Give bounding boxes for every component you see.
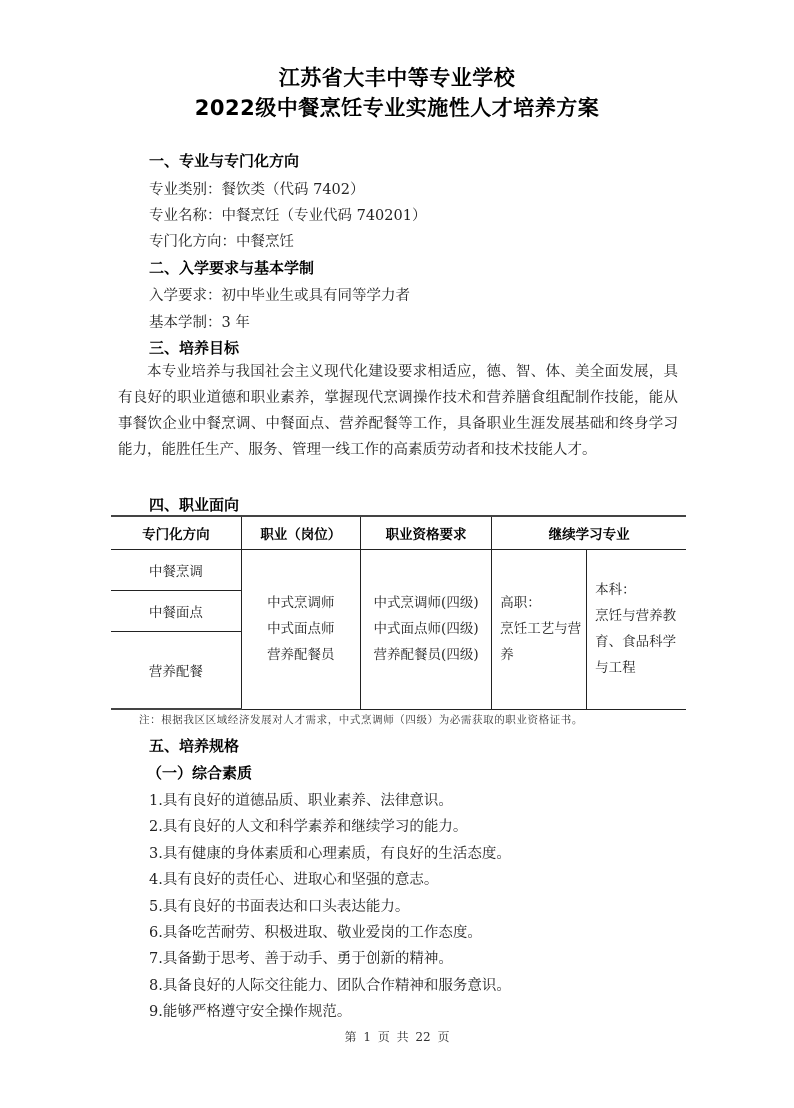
vocational-major: 烹饪工艺与营养 bbox=[500, 621, 582, 664]
document-title-plan: 2022级中餐烹饪专业实施性人才培养方案 bbox=[194, 96, 600, 120]
document-title-school: 江苏省大丰中等专业学校 bbox=[278, 66, 516, 90]
section1-heading: 一、专业与专门化方向 bbox=[149, 152, 300, 170]
duration-line: 基本学制：3 年 bbox=[149, 315, 250, 331]
header-occupation: 职业（岗位） bbox=[241, 516, 360, 550]
quality-list-item: 1.具有良好的道德品质、职业素养、法律意识。 bbox=[149, 793, 453, 809]
major-name-line: 专业名称：中餐烹饪（专业代码 740201） bbox=[149, 208, 427, 224]
undergrad-study-cell bbox=[587, 550, 686, 710]
header-qualification: 职业资格要求 bbox=[360, 516, 491, 550]
quality-list-item: 5.具有良好的书面表达和口头表达能力。 bbox=[149, 899, 410, 915]
admission-requirement-line: 入学要求：初中毕业生或具有同等学力者 bbox=[149, 288, 410, 304]
quality-list-item: 2.具有良好的人文和科学素养和继续学习的能力。 bbox=[149, 819, 468, 835]
undergrad-label: 本科： bbox=[595, 582, 636, 599]
table-header-row bbox=[111, 516, 686, 550]
career-orientation-table bbox=[111, 515, 686, 710]
qualification-cell bbox=[360, 550, 491, 710]
quality-list-item: 3.具有健康的身体素质和心理素质，有良好的生活态度。 bbox=[149, 846, 511, 862]
training-goal-paragraph: 本专业培养与我国社会主义现代化建设要求相适应，德、智、体、美全面发展，具有良好的职业道德和职业素养，掌握现代烹调操作技术和营养膳食组配制作技能，能从事餐饮企业中餐烹调、中餐面点、营养配餐等工作，具备职业生涯发展基础和终身学习能力，能胜任生产、服务、管理一线工作的高素质劳动者和技术技能人才。 bbox=[118, 364, 678, 458]
qualification-item: 营养配餐员(四级) bbox=[373, 647, 479, 664]
quality-list-item: 4.具有良好的责任心、进取心和坚强的意志。 bbox=[149, 872, 439, 888]
major-category-line: 专业类别：餐饮类（代码 7402） bbox=[149, 182, 365, 198]
vocational-label: 高职： bbox=[500, 595, 541, 612]
section5-heading: 五、培养规格 bbox=[149, 737, 240, 755]
section2-heading: 二、入学要求与基本学制 bbox=[149, 259, 315, 277]
occupation-item: 营养配餐员 bbox=[267, 647, 335, 664]
table-row bbox=[111, 550, 686, 591]
quality-list-item: 7.具备勤于思考、善于动手、勇于创新的精神。 bbox=[149, 951, 453, 967]
occupation-item: 中式烹调师 bbox=[267, 595, 335, 612]
header-continuing-study: 继续学习专业 bbox=[492, 516, 686, 550]
quality-list-item: 8.具备良好的人际交往能力、团队合作精神和服务意识。 bbox=[149, 978, 511, 994]
specialization-line: 专门化方向：中餐烹饪 bbox=[149, 234, 294, 250]
occupation-cell bbox=[241, 550, 360, 710]
header-direction: 专门化方向 bbox=[111, 516, 241, 550]
direction-cell: 中餐面点 bbox=[111, 591, 241, 632]
occupation-item: 中式面点师 bbox=[267, 621, 335, 638]
table-footnote: 注：根据我区区域经济发展对人才需求，中式烹调师（四级）为必需获取的职业资格证书。 bbox=[139, 714, 583, 726]
vocational-study-cell bbox=[492, 550, 587, 710]
direction-cell: 中餐烹调 bbox=[111, 550, 241, 591]
qualification-item: 中式烹调师(四级) bbox=[373, 595, 479, 612]
quality-list-item: 6.具备吃苦耐劳、积极进取、敬业爱岗的工作态度。 bbox=[149, 925, 482, 941]
section4-heading: 四、职业面向 bbox=[149, 496, 240, 514]
quality-list-item: 9.能够严格遵守安全操作规范。 bbox=[149, 1004, 352, 1020]
direction-cell: 营养配餐 bbox=[111, 632, 241, 710]
page-number: 第 1 页 共 22 页 bbox=[344, 1030, 450, 1044]
section3-heading: 三、培养目标 bbox=[149, 339, 240, 357]
qualification-item: 中式面点师(四级) bbox=[373, 621, 479, 638]
undergrad-major: 烹饪与营养教育、食品科学与工程 bbox=[595, 608, 677, 677]
comprehensive-quality-subheading: （一）综合素质 bbox=[147, 764, 253, 782]
